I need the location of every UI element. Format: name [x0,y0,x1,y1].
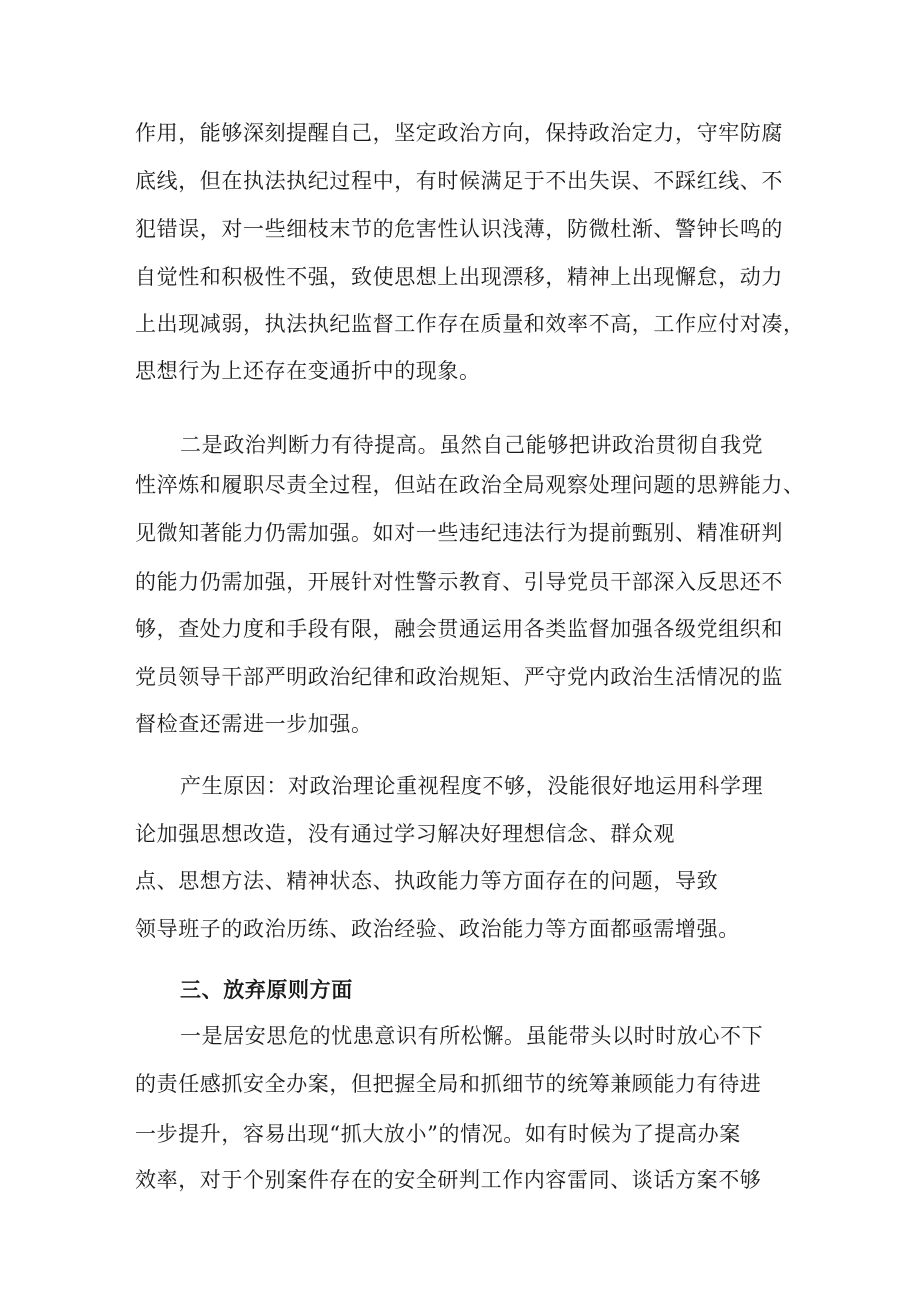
text-line: 够，查处力度和手段有限，融会贯通运用各类监督加强各级党组织和 [135,617,783,641]
text-line: 领导班子的政治历练、政治经验、政治能力等方面都亟需增强。 [135,917,740,941]
text-line: 作用，能够深刻提醒自己，坚定政治方向，保持政治定力，守牢防腐 [135,121,783,145]
text-line: 上出现减弱，执法执纪监督工作存在质量和效率不高，工作应付对凑， [135,312,805,336]
text-line: 见微知著能力仍需加强。如对一些违纪违法行为提前甄别、精准研判 [135,521,783,545]
section-heading: 三、放弃原则方面 [180,977,353,1002]
text-line: 产生原因：对政治理论重视程度不够，没能很好地运用科学理 [180,774,764,798]
text-line: 底线，但在执法执纪过程中，有时候满足于不出失误、不踩红线、不 [135,169,783,193]
text-line: 的能力仍需加强，开展针对性警示教育、引导党员干部深入反思还不 [135,570,783,594]
text-line: 的责任感抓安全办案，但把握全局和抓细节的统筹兼顾能力有待进 [135,1072,762,1096]
text-line: 效率，对于个别案件存在的安全研判工作内容雷同、谈话方案不够 [135,1168,762,1192]
text-line: 犯错误，对一些细枝末节的危害性认识浅薄，防微杜渐、警钟长鸣的 [135,217,783,241]
text-line: 一步提升，容易出现“抓大放小”的情况。如有时候为了提高办案 [135,1122,741,1146]
text-line: 督检查还需进一步加强。 [135,712,373,736]
text-line: 点、思想方法、精神状态、执政能力等方面存在的问题，导致 [135,869,719,893]
text-line: 一是居安思危的忧患意识有所松懈。虽能带头以时时放心不下 [180,1024,764,1048]
text-line: 党员领导干部严明政治纪律和政治规矩、严守党内政治生活情况的监 [135,665,783,689]
text-line: 性淬炼和履职尽责全过程，但站在政治全局观察处理问题的思辨能力、 [135,473,805,497]
text-line: 自觉性和积极性不强，致使思想上出现漂移，精神上出现懈怠，动力 [135,265,783,289]
text-line: 论加强思想改造，没有通过学习解决好理想信念、群众观 [135,822,675,846]
text-line: 二是政治判断力有待提高。虽然自己能够把讲政治贯彻自我党 [180,433,764,457]
text-line: 思想行为上还存在变通折中的现象。 [135,359,481,383]
